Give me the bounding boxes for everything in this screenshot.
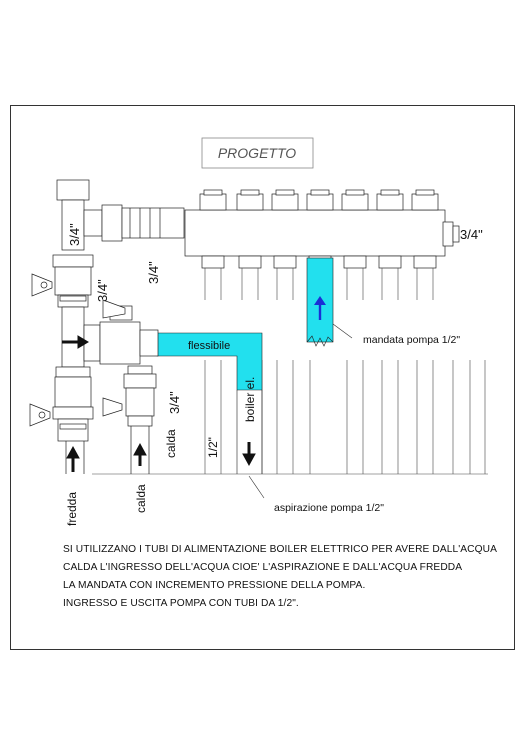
note-line: INGRESSO E USCITA POMPA CON TUBI DA 1/2". [63, 598, 299, 609]
label-aspirazione: aspirazione pompa 1/2" [274, 502, 384, 514]
label-right-valve: 3/4" [167, 391, 182, 414]
label-union-bottom: 3/4" [146, 261, 161, 284]
mandata-pipe [307, 258, 333, 346]
label-mandata: mandata pompa 1/2" [363, 334, 461, 346]
title-box [202, 138, 313, 168]
label-flessibile: flessibile [188, 340, 231, 352]
label-inlet-top: 3/4" [67, 223, 82, 246]
aspirazione-leader [249, 476, 264, 498]
mandata-leader [333, 324, 352, 338]
note-line: LA MANDATA CON INCREMENTO PRESSIONE DELLA POMPA. [63, 580, 366, 591]
label-calda-pipe: calda [164, 429, 178, 458]
label-boiler: boiler el. [243, 376, 257, 422]
manifold-ports [200, 190, 438, 210]
calda-valve [103, 366, 156, 474]
manifold [185, 190, 459, 268]
description-note [63, 541, 503, 613]
label-valve-side: 3/4" [95, 279, 110, 302]
note-line: CALDA L'INGRESSO DELL'ACQUA CIOE' L'ASPIRAZIONE E DALL'ACQUA FREDDA [63, 562, 463, 573]
note-line: SI UTILIZZANO I TUBI DI ALIMENTAZIONE BOILER ELETTRICO PER AVERE DALL'ACQUA [63, 544, 498, 555]
label-manifold-right: 3/4" [460, 227, 483, 242]
label-calda: calda [134, 484, 148, 513]
middle-valve-branch [84, 300, 158, 364]
label-fredda: fredda [65, 491, 79, 526]
label-half-inch: 1/2" [206, 437, 220, 458]
title-box-label: PROGETTO [217, 145, 297, 161]
